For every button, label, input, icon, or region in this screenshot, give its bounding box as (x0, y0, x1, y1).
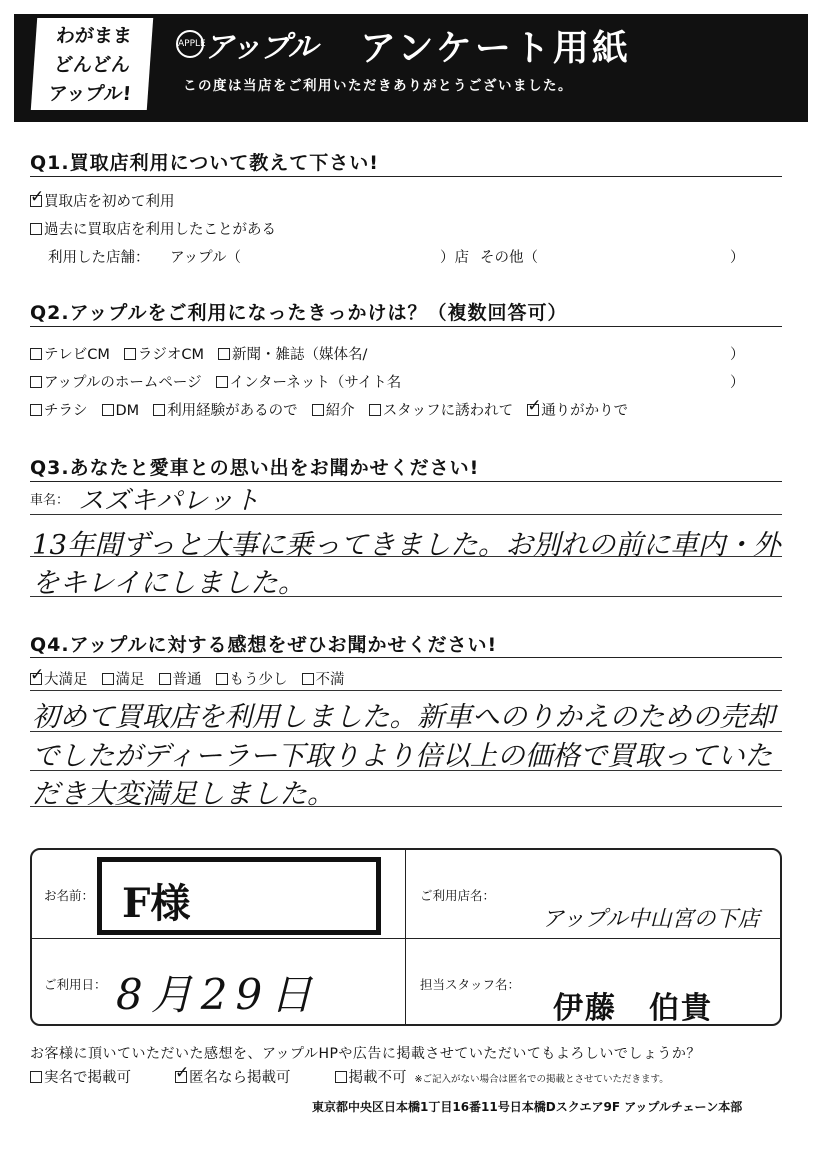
option-label: インターネット（サイト名 (229, 375, 402, 391)
company-address: 東京都中央区日本橋1丁目16番11号日本橋Dスクエア9F アップルチェーン本部 (312, 1100, 743, 1114)
q1-store-row (48, 246, 241, 267)
publish-option-not-allowed[interactable] (335, 1066, 407, 1087)
customer-name: F様 (122, 880, 191, 927)
car-name-label: 車名： (30, 493, 70, 508)
option-label: 匿名なら掲載可 (189, 1070, 291, 1086)
checkbox-checked-icon[interactable] (30, 195, 42, 207)
option-label: 買取店を初めて利用 (44, 194, 175, 210)
q2-row3 (30, 399, 628, 420)
checkbox-icon[interactable] (30, 404, 42, 416)
checkbox-icon[interactable] (312, 404, 324, 416)
apple-logo-icon: APPLE (176, 30, 204, 58)
option-label: 通りがかりで (541, 403, 629, 419)
q2-option-passing-by[interactable] (527, 399, 628, 420)
q2-option-newspaper[interactable] (218, 343, 367, 364)
option-label: 新聞・雑誌（媒体名/ (232, 347, 368, 363)
writing-line (30, 596, 782, 597)
memory-text-line: をキレイにしました。 (32, 567, 306, 599)
slogan-line: わがまま (55, 25, 133, 47)
impression-text-line: だき大変満足しました。 (32, 778, 335, 810)
option-label: アップルのホームページ (44, 375, 202, 391)
store-name-value: アップル中山宮の下店 (542, 907, 760, 932)
option-label: 満足 (115, 672, 145, 688)
slogan-badge (31, 18, 153, 110)
q4-option-dissatisfied[interactable] (302, 668, 345, 689)
option-label: 大満足 (44, 672, 88, 688)
q2-option-dm[interactable] (102, 403, 140, 419)
q2-option-radio[interactable] (124, 343, 204, 364)
checkbox-icon[interactable] (30, 376, 42, 388)
staff-name-value: 伊藤 伯貴 (553, 991, 713, 1026)
memory-text-line: 13年間ずっと大事に乗ってきました。お別れの前に車内・外 (32, 529, 781, 561)
q4-option-so-so[interactable] (216, 668, 288, 689)
checkbox-icon[interactable] (30, 223, 42, 235)
date-value: 8月29日 (116, 970, 321, 1019)
q1-underline (30, 176, 782, 177)
writing-line (30, 806, 782, 807)
publish-note: ※ご記入がない場合は匿名での掲載とさせていただきます。 (414, 1074, 669, 1085)
store-other-close: ） (730, 250, 745, 266)
option-label: スタッフに誘われて (382, 403, 514, 419)
q4-underline (30, 657, 782, 658)
q4-title: Q4.アップルに対する感想をぜひお聞かせください! (30, 634, 498, 656)
checkbox-icon[interactable] (124, 348, 136, 360)
checkbox-icon[interactable] (302, 673, 314, 685)
q3-title: Q3.あなたと愛車との思い出をお聞かせください! (30, 457, 480, 479)
store-label: 利用した店舗： (48, 250, 150, 266)
writing-line (30, 690, 782, 691)
publish-question: お客様に頂いていただいた感想を、アップルHPや広告に掲載させていただいてもよろしいでしょうか？ (30, 1046, 701, 1062)
option-label: DM (115, 403, 140, 419)
q1-option-used-before[interactable] (30, 218, 276, 239)
option-label: 過去に買取店を利用したことがある (44, 222, 276, 238)
publish-options-row (30, 1066, 669, 1087)
store-shop-suffix: ）店 (440, 250, 469, 266)
q4-option-normal[interactable] (159, 668, 202, 689)
car-name-value: スズキパレット (78, 486, 260, 516)
q4-satisfaction-row (30, 668, 359, 689)
name-label: お名前： (44, 888, 95, 903)
q2-option-experience[interactable] (153, 399, 298, 420)
option-label: チラシ (44, 403, 88, 419)
option-label: 紹介 (325, 403, 355, 419)
checkbox-icon[interactable] (335, 1071, 347, 1083)
checkbox-icon[interactable] (216, 673, 228, 685)
q4-option-very-satisfied[interactable] (30, 668, 88, 689)
checkbox-icon[interactable] (369, 404, 381, 416)
q2-option-referral[interactable] (312, 399, 355, 420)
writing-line (30, 514, 782, 515)
checkbox-checked-icon[interactable] (175, 1071, 187, 1083)
q2-option-tv[interactable] (30, 343, 110, 364)
option-label: 掲載不可 (348, 1070, 407, 1086)
checkbox-icon[interactable] (216, 376, 228, 388)
row1-close: ） (730, 347, 745, 363)
q4-option-satisfied[interactable] (102, 668, 145, 689)
checkbox-icon[interactable] (218, 348, 230, 360)
checkbox-icon[interactable] (30, 1071, 42, 1083)
checkbox-icon[interactable] (102, 404, 114, 416)
checkbox-icon[interactable] (159, 673, 171, 685)
row2-close: ） (730, 375, 745, 391)
option-label: テレビCM (44, 347, 110, 363)
store-apple-label: アップル（ (170, 250, 242, 266)
q2-row2 (30, 371, 415, 392)
writing-line (30, 731, 782, 732)
store-name-label: ご利用店名： (420, 888, 496, 903)
staff-name-label: 担当スタッフ名： (420, 977, 521, 992)
option-label: 実名で掲載可 (44, 1070, 131, 1086)
store-other-label: その他（ (480, 250, 538, 266)
checkbox-icon[interactable] (153, 404, 165, 416)
q2-title: Q2.アップルをご利用になったきっかけは？（複数回答可） (30, 302, 568, 324)
option-label: 利用経験があるので (167, 403, 298, 419)
writing-line (30, 556, 782, 557)
q2-option-homepage[interactable] (30, 371, 202, 392)
q1-option-first-time[interactable] (30, 190, 175, 211)
info-horizontal-divider (32, 938, 780, 939)
checkbox-checked-icon[interactable] (527, 404, 539, 416)
checkbox-icon[interactable] (30, 348, 42, 360)
impression-text-line: でしたがディーラー下取りより倍以上の価格で買取っていた (32, 740, 773, 772)
publish-option-anonymous[interactable] (175, 1066, 291, 1087)
impression-text-line: 初めて買取店を利用しました。新車へのりかえのための売却 (32, 701, 775, 733)
option-label: 不満 (315, 672, 345, 688)
q2-underline (30, 326, 782, 327)
q2-row1 (30, 343, 381, 364)
q2-option-staff[interactable] (369, 399, 514, 420)
page-title: アンケート用紙 (360, 28, 631, 69)
q1-title: Q1.買取店利用について教えて下さい! (30, 152, 379, 174)
checkbox-icon[interactable] (102, 673, 114, 685)
publish-option-real-name[interactable] (30, 1066, 131, 1087)
option-label: 普通 (172, 672, 202, 688)
logo-text: アップル (204, 30, 317, 65)
slogan-line: どんどん (53, 54, 131, 76)
q2-option-flyer[interactable] (30, 399, 88, 420)
page-subtitle: この度は当店をご利用いただきありがとうございました。 (183, 78, 573, 94)
option-label: もう少し (229, 672, 288, 688)
checkbox-checked-icon[interactable] (30, 673, 42, 685)
slogan-line: アップル! (47, 83, 132, 105)
q2-option-internet[interactable] (216, 371, 402, 392)
option-label: ラジオCM (137, 347, 204, 363)
date-label: ご利用日： (44, 977, 107, 992)
info-vertical-divider (405, 850, 406, 1024)
